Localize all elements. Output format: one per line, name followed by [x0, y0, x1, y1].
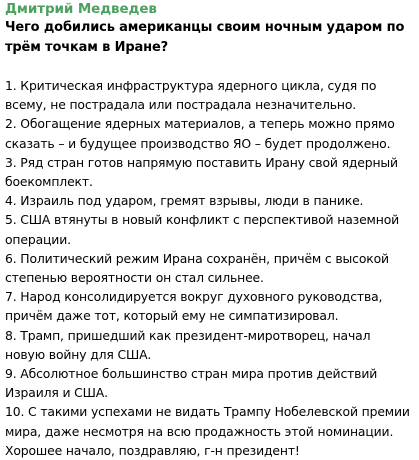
post-headline: Чего добились американцы своим ночным ударом по трём точкам в Иране? [5, 20, 405, 55]
list-item: 2. Обогащение ядерных материалов, а теперь можно прямо сказать – и будущее производство ЯО – будет продолжено. [5, 116, 395, 151]
list-item: 6. Политический режим Ирана сохранён, причём с высокой степенью вероятности он стал сильнее. [5, 250, 389, 286]
closing-line: Хорошее начало, поздравляю, г-н президент! [5, 442, 300, 458]
points-list [5, 76, 411, 441]
list-item: 10. С такими успехами не видать Трампу Нобелевской премии мира, даже несмотря на всю продажность этой номинации. [5, 404, 410, 439]
author-name[interactable]: Дмитрий Медведев [5, 1, 157, 17]
list-item: 9. Абсолютное большинство стран мира против действий Израиля и США. [5, 366, 378, 401]
list-item: 4. Израиль под ударом, гремят взрывы, люди в панике. [5, 193, 364, 209]
paragraph-spacer [5, 57, 411, 76]
list-item: 3. Ряд стран готов напрямую поставить Ирану свой ядерный боекомплект. [5, 154, 398, 190]
list-item: 5. США втянуты в новый конфликт с перспективой наземной операции. [5, 212, 400, 247]
list-item: 1. Критическая инфраструктура ядерного цикла, судя по всему, не пострадала или пострадала незначительно. [5, 78, 377, 113]
list-item: 8. Трамп, пришедший как президент-миротворец, начал новую войну для США. [5, 327, 371, 362]
list-item: 7. Народ консолидируется вокруг духовного руководства, причём даже тот, который ему не симпатизировал. [5, 289, 383, 324]
